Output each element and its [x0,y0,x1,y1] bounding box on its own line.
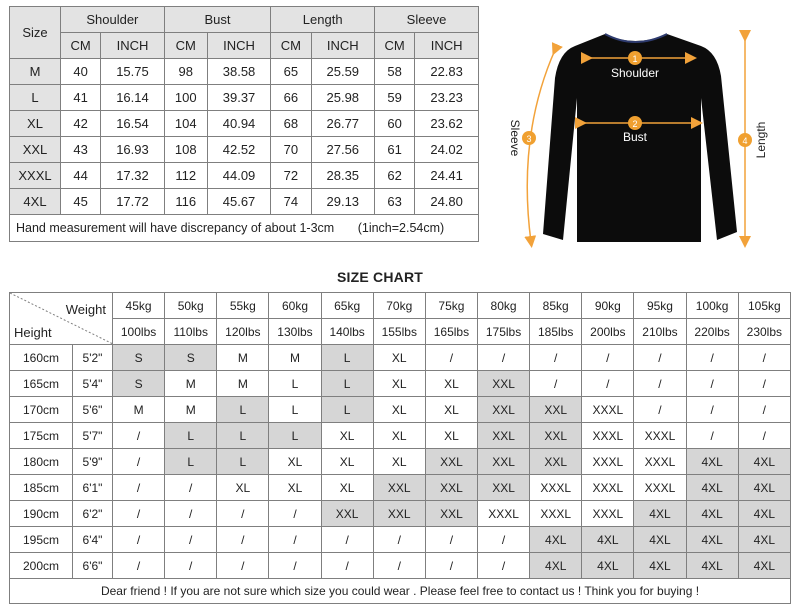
size-cell: S [113,345,165,371]
size-cell: / [634,371,686,397]
size-cell: / [321,553,373,579]
measure-cell: 25.59 [311,59,375,85]
measure-cell: 45 [61,189,101,215]
size-cell: / [686,371,738,397]
measure-cell: 74 [271,189,311,215]
size-cell: L [269,423,321,449]
weight-kg-header: 105kg [738,293,790,319]
measure-cell: 16.93 [101,137,165,163]
size-cell: 4XL [582,527,634,553]
bust-label: Bust [622,130,648,144]
unit-header: INCH [207,33,271,59]
measure-cell: 40 [61,59,101,85]
height-row [10,501,791,527]
size-cell: M [10,59,61,85]
unit-header: CM [164,33,207,59]
size-cell: XXL [530,449,582,475]
size-cell: XXXL [582,397,634,423]
size-cell: M [217,371,269,397]
measure-cell: 65 [271,59,311,85]
weight-kg-header: 50kg [165,293,217,319]
size-cell: / [477,553,529,579]
size-cell: 4XL [686,475,738,501]
height-ft-cell: 5'7" [73,423,113,449]
measure-cell: 16.54 [101,111,165,137]
size-chart-title: SIZE CHART [337,269,423,285]
measure-cell: 16.14 [101,85,165,111]
size-cell: 4XL [634,501,686,527]
measure-cell: 17.32 [101,163,165,189]
weight-kg-row [10,293,791,319]
size-cell: XXL [477,397,529,423]
height-cm-cell: 180cm [10,449,73,475]
size-cell: XL [10,111,61,137]
length-label: Length [754,121,768,159]
weight-lbs-header: 230lbs [738,319,790,345]
height-cm-cell: 195cm [10,527,73,553]
measure-cell: 44 [61,163,101,189]
size-cell: / [113,475,165,501]
height-cm-cell: 160cm [10,345,73,371]
size-cell: XXXL [634,475,686,501]
size-cell: 4XL [10,189,61,215]
size-cell: XXXL [10,163,61,189]
conversion-note: (1inch=2.54cm) [357,221,445,235]
size-cell: / [113,501,165,527]
size-cell: / [425,345,477,371]
height-row [10,345,791,371]
height-ft-cell: 6'1" [73,475,113,501]
size-cell: / [113,423,165,449]
weight-lbs-header: 130lbs [269,319,321,345]
measure-cell: 24.02 [415,137,479,163]
size-cell: XXL [477,475,529,501]
measure-cell: 26.77 [311,111,375,137]
measurement-table [9,6,479,242]
size-cell: XL [373,423,425,449]
height-cm-cell: 200cm [10,553,73,579]
measure-cell: 59 [375,85,415,111]
size-cell: / [269,553,321,579]
size-cell: L [165,449,217,475]
measure-cell: 28.35 [311,163,375,189]
weight-kg-header: 60kg [269,293,321,319]
size-cell: / [165,475,217,501]
size-cell: XL [217,475,269,501]
measurement-row [10,189,479,215]
marker-3-label: 3 [526,134,532,144]
weight-lbs-header: 120lbs [217,319,269,345]
size-cell: 4XL [686,553,738,579]
size-cell: 4XL [582,553,634,579]
measure-cell: 68 [271,111,311,137]
size-cell: L [321,397,373,423]
size-cell: XXXL [530,475,582,501]
height-row [10,371,791,397]
measure-cell: 38.58 [207,59,271,85]
height-cm-cell: 170cm [10,397,73,423]
size-cell: XXXL [634,449,686,475]
size-cell: / [165,553,217,579]
size-cell: / [321,527,373,553]
size-header: Size [10,7,61,59]
size-chart-table [9,292,791,604]
measure-cell: 116 [164,189,207,215]
weight-lbs-header: 185lbs [530,319,582,345]
size-cell: XXL [477,449,529,475]
shirt-measurement-illustration [495,6,790,251]
measure-unit-header-row [10,33,479,59]
size-cell: XL [425,371,477,397]
marker-1-label: 1 [632,54,638,64]
size-cell: / [113,553,165,579]
size-cell: 4XL [686,527,738,553]
measure-cell: 60 [375,111,415,137]
size-cell: / [738,423,790,449]
size-cell: XXL [425,449,477,475]
marker-2-label: 2 [632,119,638,129]
weight-kg-header: 80kg [477,293,529,319]
weight-lbs-header: 220lbs [686,319,738,345]
marker-4-label: 4 [742,136,748,146]
measure-cell: 61 [375,137,415,163]
unit-header: INCH [101,33,165,59]
measurement-row [10,85,479,111]
size-cell: / [373,553,425,579]
height-ft-cell: 5'9" [73,449,113,475]
size-cell: / [686,423,738,449]
size-cell: XXL [530,397,582,423]
size-cell: / [113,527,165,553]
measure-cell: 108 [164,137,207,163]
height-ft-cell: 6'6" [73,553,113,579]
unit-header: INCH [311,33,375,59]
size-cell: XL [269,449,321,475]
height-row [10,423,791,449]
height-cm-cell: 165cm [10,371,73,397]
measure-cell: 44.09 [207,163,271,189]
size-cell: XXL [425,475,477,501]
size-cell: XL [373,345,425,371]
weight-kg-header: 45kg [113,293,165,319]
measure-cell: 25.98 [311,85,375,111]
measurement-row [10,137,479,163]
size-cell: / [530,345,582,371]
measure-cell: 23.62 [415,111,479,137]
unit-header: CM [271,33,311,59]
size-cell: L [165,423,217,449]
measurement-row [10,111,479,137]
measure-cell: 98 [164,59,207,85]
size-cell: / [738,345,790,371]
chart-footer-row [10,579,791,604]
unit-header: CM [61,33,101,59]
measurement-rows [10,59,479,215]
size-cell: XXXL [477,501,529,527]
measure-cell: 15.75 [101,59,165,85]
size-cell: M [165,397,217,423]
size-cell: XL [373,397,425,423]
size-cell: XXXL [582,501,634,527]
measure-cell: 23.23 [415,85,479,111]
measure-cell: 43 [61,137,101,163]
weight-label: Weight [65,302,106,317]
measurement-row [10,59,479,85]
size-cell: 4XL [738,553,790,579]
size-cell: S [165,345,217,371]
weight-kg-header: 85kg [530,293,582,319]
measurement-row [10,163,479,189]
size-cell: / [477,527,529,553]
shoulder-header: Shoulder [61,7,165,33]
weight-kg-header: 90kg [582,293,634,319]
size-cell: XXL [477,423,529,449]
height-row [10,475,791,501]
measure-cell: 27.56 [311,137,375,163]
size-cell: / [269,501,321,527]
height-ft-cell: 5'4" [73,371,113,397]
weight-lbs-header: 175lbs [477,319,529,345]
size-cell: XXL [477,371,529,397]
size-cell: XL [321,475,373,501]
shoulder-label: Shoulder [610,66,660,80]
length-header: Length [271,7,375,33]
size-cell: XXL [10,137,61,163]
size-cell: 4XL [738,501,790,527]
size-cell: M [269,345,321,371]
size-cell: 4XL [738,449,790,475]
measure-cell: 29.13 [311,189,375,215]
measure-cell: 39.37 [207,85,271,111]
weight-lbs-header: 210lbs [634,319,686,345]
bust-header: Bust [164,7,271,33]
measure-cell: 22.83 [415,59,479,85]
measure-note-row [10,215,479,242]
size-cell: L [217,397,269,423]
size-cell: L [217,423,269,449]
height-ft-cell: 5'2" [73,345,113,371]
weight-lbs-header: 165lbs [425,319,477,345]
size-cell: / [217,501,269,527]
size-cell: L [10,85,61,111]
measure-cell: 17.72 [101,189,165,215]
weight-lbs-header: 155lbs [373,319,425,345]
size-cell: XXL [321,501,373,527]
size-cell: L [321,371,373,397]
height-row [10,553,791,579]
weight-lbs-header: 110lbs [165,319,217,345]
size-cell: M [113,397,165,423]
size-cell: XL [373,371,425,397]
height-row [10,527,791,553]
height-ft-cell: 5'6" [73,397,113,423]
measure-cell: 62 [375,163,415,189]
sleeve-header: Sleeve [375,7,479,33]
height-row [10,397,791,423]
size-cell: / [686,345,738,371]
unit-header: INCH [415,33,479,59]
size-cell: M [165,371,217,397]
size-cell: 4XL [530,553,582,579]
size-cell: 4XL [738,475,790,501]
measure-cell: 58 [375,59,415,85]
size-cell: / [738,397,790,423]
sleeve-label: Sleeve [508,119,522,157]
size-cell: 4XL [634,527,686,553]
unit-header: CM [375,33,415,59]
size-cell: / [686,397,738,423]
size-cell: XXXL [582,475,634,501]
weight-lbs-header: 100lbs [113,319,165,345]
size-cell: / [530,371,582,397]
size-cell: XL [321,449,373,475]
size-cell: / [477,345,529,371]
size-cell: 4XL [738,527,790,553]
size-cell: XL [373,449,425,475]
size-cell: XXL [373,475,425,501]
size-cell: / [634,397,686,423]
height-cm-cell: 190cm [10,501,73,527]
size-cell: / [634,345,686,371]
size-cell: L [321,345,373,371]
height-row [10,449,791,475]
weight-kg-header: 70kg [373,293,425,319]
size-cell: XXXL [530,501,582,527]
measure-cell: 63 [375,189,415,215]
weight-height-corner [10,293,113,345]
size-cell: S [113,371,165,397]
size-cell: L [269,397,321,423]
size-cell: M [217,345,269,371]
measure-cell: 100 [164,85,207,111]
weight-kg-header: 65kg [321,293,373,319]
size-chart-rows [10,345,791,579]
size-cell: / [269,527,321,553]
size-cell: XL [269,475,321,501]
size-cell: XXXL [582,449,634,475]
size-cell: / [217,527,269,553]
measure-cell: 104 [164,111,207,137]
size-cell: / [165,527,217,553]
size-cell: XXL [373,501,425,527]
size-cell: / [738,371,790,397]
size-cell: XL [425,423,477,449]
measure-cell: 24.41 [415,163,479,189]
size-cell: XL [425,397,477,423]
size-cell: 4XL [530,527,582,553]
weight-lbs-header: 140lbs [321,319,373,345]
height-ft-cell: 6'2" [73,501,113,527]
size-cell: / [373,527,425,553]
measure-cell: 112 [164,163,207,189]
footer-message: Dear friend ! If you are not sure which size you could wear . Please feel free to contact us ! Think you for buying ! [10,579,791,604]
size-cell: / [582,371,634,397]
measure-cell: 70 [271,137,311,163]
weight-kg-header: 55kg [217,293,269,319]
height-cm-cell: 185cm [10,475,73,501]
measure-cell: 24.80 [415,189,479,215]
weight-kg-header: 100kg [686,293,738,319]
size-cell: XXXL [582,423,634,449]
measure-cell: 42.52 [207,137,271,163]
weight-lbs-row [10,319,791,345]
measure-cell: 72 [271,163,311,189]
measure-cell: 42 [61,111,101,137]
measure-cell: 45.67 [207,189,271,215]
height-ft-cell: 6'4" [73,527,113,553]
weight-kg-header: 95kg [634,293,686,319]
measure-cell: 41 [61,85,101,111]
discrepancy-note: Hand measurement will have discrepancy of about 1-3cm [16,221,335,235]
weight-lbs-header: 200lbs [582,319,634,345]
measurement-note [10,215,479,242]
size-cell: / [425,553,477,579]
size-cell: XL [321,423,373,449]
size-cell: 4XL [686,501,738,527]
measure-cell: 66 [271,85,311,111]
size-cell: 4XL [634,553,686,579]
size-cell: / [217,553,269,579]
height-label: Height [14,325,52,340]
size-cell: / [165,501,217,527]
weight-kg-header: 75kg [425,293,477,319]
size-cell: XXXL [634,423,686,449]
size-cell: / [113,449,165,475]
size-cell: 4XL [686,449,738,475]
size-cell: / [425,527,477,553]
size-cell: L [269,371,321,397]
size-cell: / [582,345,634,371]
size-cell: XXL [425,501,477,527]
size-cell: XXL [530,423,582,449]
measure-cell: 40.94 [207,111,271,137]
measure-group-header-row [10,7,479,33]
size-cell: L [217,449,269,475]
height-cm-cell: 175cm [10,423,73,449]
